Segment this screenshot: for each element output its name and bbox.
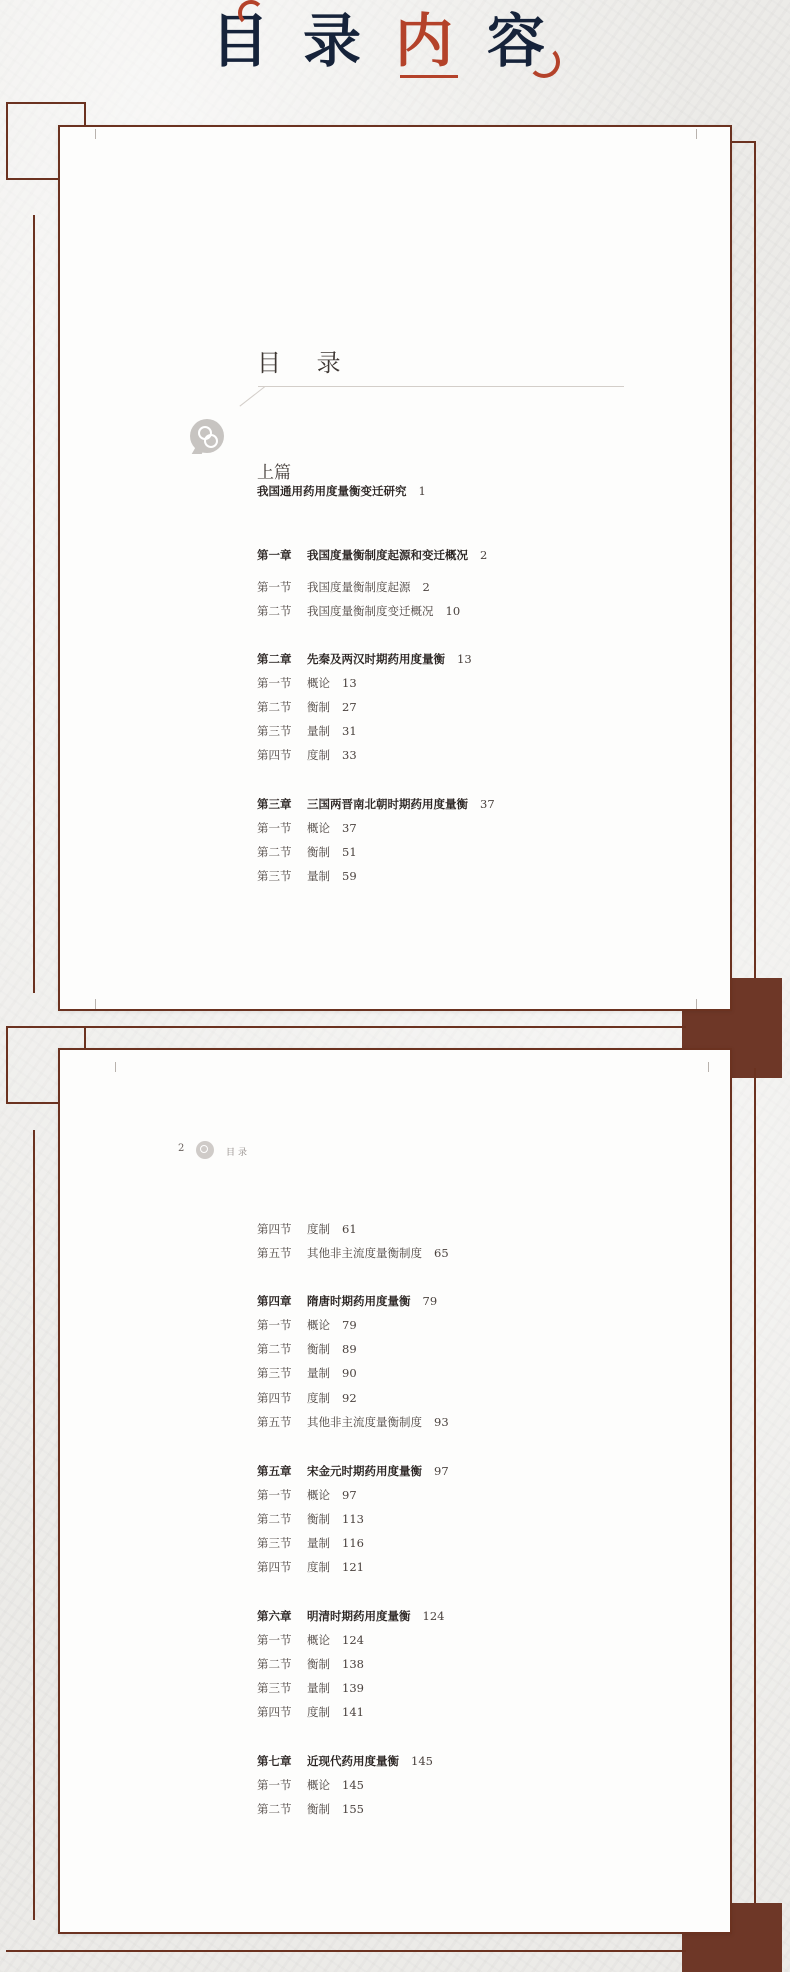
toc-section-row: [257, 1315, 357, 1335]
toc-row-label: 第四节: [257, 748, 292, 762]
part-label: 上篇: [257, 463, 291, 483]
toc-row-title: 概论: [307, 1778, 330, 1792]
toc-row-page-number: 79: [342, 1318, 357, 1332]
toc-section-row: [257, 1775, 364, 1795]
banner-title: [0, 6, 790, 76]
toc-row-label: 第二节: [257, 1802, 292, 1816]
toc-row-label: 第七章: [257, 1754, 292, 1768]
toc-row-title: 度制: [307, 1391, 330, 1405]
crop-mark: [115, 1062, 116, 1072]
running-header-title: 目录: [226, 1148, 251, 1158]
toc-chapter-row: [257, 1751, 433, 1771]
frame-line-right2: [754, 1068, 756, 1928]
toc-row-label: 第三节: [257, 1681, 292, 1695]
toc-row-label: 第四节: [257, 1222, 292, 1236]
crop-mark: [696, 999, 697, 1009]
toc-row-page-number: 155: [342, 1802, 364, 1816]
toc-row-page-number: 97: [342, 1488, 357, 1502]
toc-row-title: 三国两晋南北朝时期药用度量衡: [307, 797, 468, 811]
toc-row-label: 第一节: [257, 1318, 292, 1332]
toc-row-title: 衡制: [307, 700, 330, 714]
toc-row-page-number: 37: [480, 797, 495, 811]
toc-section-row: [257, 745, 357, 765]
toc-chapter-row: [257, 481, 426, 501]
toc-section-row: [257, 1557, 364, 1577]
toc-chapter-row: [257, 649, 472, 669]
toc-row-label: 第三节: [257, 1366, 292, 1380]
toc-row-title: 度制: [307, 1560, 330, 1574]
toc-row-title: 度制: [307, 748, 330, 762]
toc-row-page-number: 97: [434, 1464, 449, 1478]
crop-mark: [95, 129, 96, 139]
toc-row-page-number: 2: [480, 548, 488, 562]
toc-row-title: 概论: [307, 821, 330, 835]
toc-row-label: 第一节: [257, 1488, 292, 1502]
toc-row-page-number: 121: [342, 1560, 364, 1574]
frame-line-left: [33, 215, 35, 993]
toc-row-title: 衡制: [307, 1342, 330, 1356]
toc-row-page-number: 124: [342, 1633, 364, 1647]
toc-row-page-number: 113: [342, 1512, 364, 1526]
toc-section-row: [257, 1339, 357, 1359]
toc-row-page-number: 13: [457, 652, 472, 666]
toc-row-page-number: 89: [342, 1342, 357, 1356]
toc-row-page-number: 116: [342, 1536, 364, 1550]
frame-line-bottom: [6, 1950, 686, 1952]
toc-row-title: 衡制: [307, 1657, 330, 1671]
toc-section-row: [257, 1702, 364, 1722]
toc-heading: 目 录: [257, 349, 355, 377]
toc-section-row: [257, 1799, 364, 1819]
toc-row-label: 第二节: [257, 1342, 292, 1356]
toc-section-row: [257, 1363, 357, 1383]
toc-row-title: 宋金元时期药用度量衡: [307, 1464, 422, 1478]
toc-row-label: 第一节: [257, 580, 292, 594]
toc-row-title: 近现代药用度量衡: [307, 1754, 399, 1768]
toc-row-page-number: 2: [422, 580, 430, 594]
toc-section-row: [257, 1388, 357, 1408]
crop-mark: [95, 999, 96, 1009]
banner-title-accent: 内: [394, 7, 487, 75]
toc-row-title: 我国度量衡制度起源: [307, 580, 411, 594]
toc-section-row: [257, 818, 357, 838]
toc-row-title: 其他非主流度量衡制度: [307, 1246, 422, 1260]
toc-row-label: 第四章: [257, 1294, 292, 1308]
toc-row-page-number: 13: [342, 676, 357, 690]
toc-row-title: 我国度量衡制度起源和变迁概况: [307, 548, 468, 562]
toc-section-row: [257, 577, 430, 597]
toc-row-title: 度制: [307, 1705, 330, 1719]
toc-row-page-number: 139: [342, 1681, 364, 1695]
toc-row-title: 量制: [307, 1681, 330, 1695]
toc-row-label: 第二节: [257, 845, 292, 859]
cloud-emblem-icon: [196, 1141, 214, 1159]
banner-title-part1: 目录: [210, 7, 395, 75]
toc-row-page-number: 92: [342, 1391, 357, 1405]
toc-row-label: 第四节: [257, 1560, 292, 1574]
crop-mark: [696, 129, 697, 139]
toc-row-page-number: 90: [342, 1366, 357, 1380]
toc-row-title: 先秦及两汉时期药用度量衡: [307, 652, 445, 666]
toc-row-page-number: 93: [434, 1415, 449, 1429]
toc-row-page-number: 61: [342, 1222, 357, 1236]
toc-row-title: 衡制: [307, 1512, 330, 1526]
toc-row-label: 第一章: [257, 548, 292, 562]
toc-section-row: [257, 1654, 364, 1674]
toc-row-label: 第一节: [257, 676, 292, 690]
toc-row-page-number: 59: [342, 869, 357, 883]
swirl-ornament-right: [528, 46, 560, 78]
toc-section-row: [257, 866, 357, 886]
swirl-ornament-left: [238, 0, 264, 26]
frame-line-left2: [33, 1130, 35, 1920]
toc-row-label: 第二节: [257, 1657, 292, 1671]
toc-row-page-number: 31: [342, 724, 357, 738]
toc-row-label: 第五节: [257, 1246, 292, 1260]
toc-row-title: 明清时期药用度量衡: [307, 1609, 411, 1623]
toc-section-row: [257, 601, 460, 621]
toc-row-page-number: 145: [411, 1754, 433, 1768]
cloud-emblem-icon: [190, 419, 224, 453]
toc-section-row: [257, 842, 357, 862]
toc-row-page-number: 124: [422, 1609, 445, 1623]
toc-row-title: 量制: [307, 1536, 330, 1550]
toc-section-row: [257, 1243, 449, 1263]
toc-row-label: 第六章: [257, 1609, 292, 1623]
toc-row-title: 概论: [307, 1488, 330, 1502]
toc-row-title: 衡制: [307, 1802, 330, 1816]
toc-row-label: 第三节: [257, 724, 292, 738]
toc-chapter-row: [257, 794, 495, 814]
toc-row-page-number: 33: [342, 748, 357, 762]
running-header-page-number: 2: [178, 1143, 185, 1154]
toc-row-page-number: 141: [342, 1705, 364, 1719]
toc-section-row: [257, 1485, 357, 1505]
toc-chapter-row: [257, 545, 487, 565]
toc-section-row: [257, 1533, 364, 1553]
toc-row-page-number: 37: [342, 821, 357, 835]
toc-row-page-number: 1: [418, 484, 426, 498]
toc-row-page-number: 51: [342, 845, 357, 859]
toc-row-label: 第四节: [257, 1391, 292, 1405]
toc-row-title: 衡制: [307, 845, 330, 859]
toc-row-label: 第二节: [257, 1512, 292, 1526]
banner-title-part2: 容: [487, 7, 580, 75]
toc-row-title: 我国度量衡制度变迁概况: [307, 604, 434, 618]
toc-row-label: 第三节: [257, 1536, 292, 1550]
toc-chapter-row: [257, 1461, 449, 1481]
toc-row-label: 第五节: [257, 1415, 292, 1429]
toc-row-title: 概论: [307, 1318, 330, 1332]
banner-underline: [400, 75, 458, 78]
toc-chapter-row: [257, 1606, 444, 1626]
toc-row-label: 第二章: [257, 652, 292, 666]
toc-row-label: 第五章: [257, 1464, 292, 1478]
toc-section-row: [257, 1678, 364, 1698]
toc-chapter-row: [257, 1291, 437, 1311]
toc-row-title: 概论: [307, 1633, 330, 1647]
toc-section-row: [257, 673, 357, 693]
toc-section-row: [257, 697, 357, 717]
toc-section-row: [257, 1219, 357, 1239]
toc-row-title: 量制: [307, 1366, 330, 1380]
crop-mark: [708, 1062, 709, 1072]
toc-row-label: 第三章: [257, 797, 292, 811]
toc-row-title: 量制: [307, 869, 330, 883]
toc-page-2: [58, 1048, 732, 1934]
toc-row-title: 概论: [307, 676, 330, 690]
toc-row-page-number: 65: [434, 1246, 449, 1260]
toc-row-label: 第一节: [257, 1778, 292, 1792]
toc-row-page-number: 79: [422, 1294, 438, 1308]
toc-row-page-number: 138: [342, 1657, 364, 1671]
title-banner: [0, 0, 790, 110]
toc-row-page-number: 27: [342, 700, 357, 714]
heading-rule: [258, 386, 624, 387]
toc-section-row: [257, 1412, 449, 1432]
toc-row-page-number: 10: [445, 604, 461, 618]
frame-line-horizontal-mid: [6, 1026, 686, 1028]
toc-row-label: 第三节: [257, 869, 292, 883]
toc-section-row: [257, 721, 357, 741]
toc-row-title: 度制: [307, 1222, 330, 1236]
frame-line-right1-top: [732, 141, 756, 143]
toc-section-row: [257, 1630, 364, 1650]
toc-row-label: 第二节: [257, 700, 292, 714]
toc-row-title: 量制: [307, 724, 330, 738]
frame-line-right1: [754, 141, 756, 1001]
toc-row-label: 第一节: [257, 821, 292, 835]
toc-row-title: 隋唐时期药用度量衡: [307, 1294, 411, 1308]
toc-row-label: 第二节: [257, 604, 292, 618]
toc-row-page-number: 145: [342, 1778, 364, 1792]
toc-page-1: [58, 125, 732, 1011]
toc-row-label: 第一节: [257, 1633, 292, 1647]
toc-row-label: 第四节: [257, 1705, 292, 1719]
toc-row-title: 其他非主流度量衡制度: [307, 1415, 422, 1429]
toc-row-title: 我国通用药用度量衡变迁研究: [257, 484, 407, 498]
toc-section-row: [257, 1509, 364, 1529]
